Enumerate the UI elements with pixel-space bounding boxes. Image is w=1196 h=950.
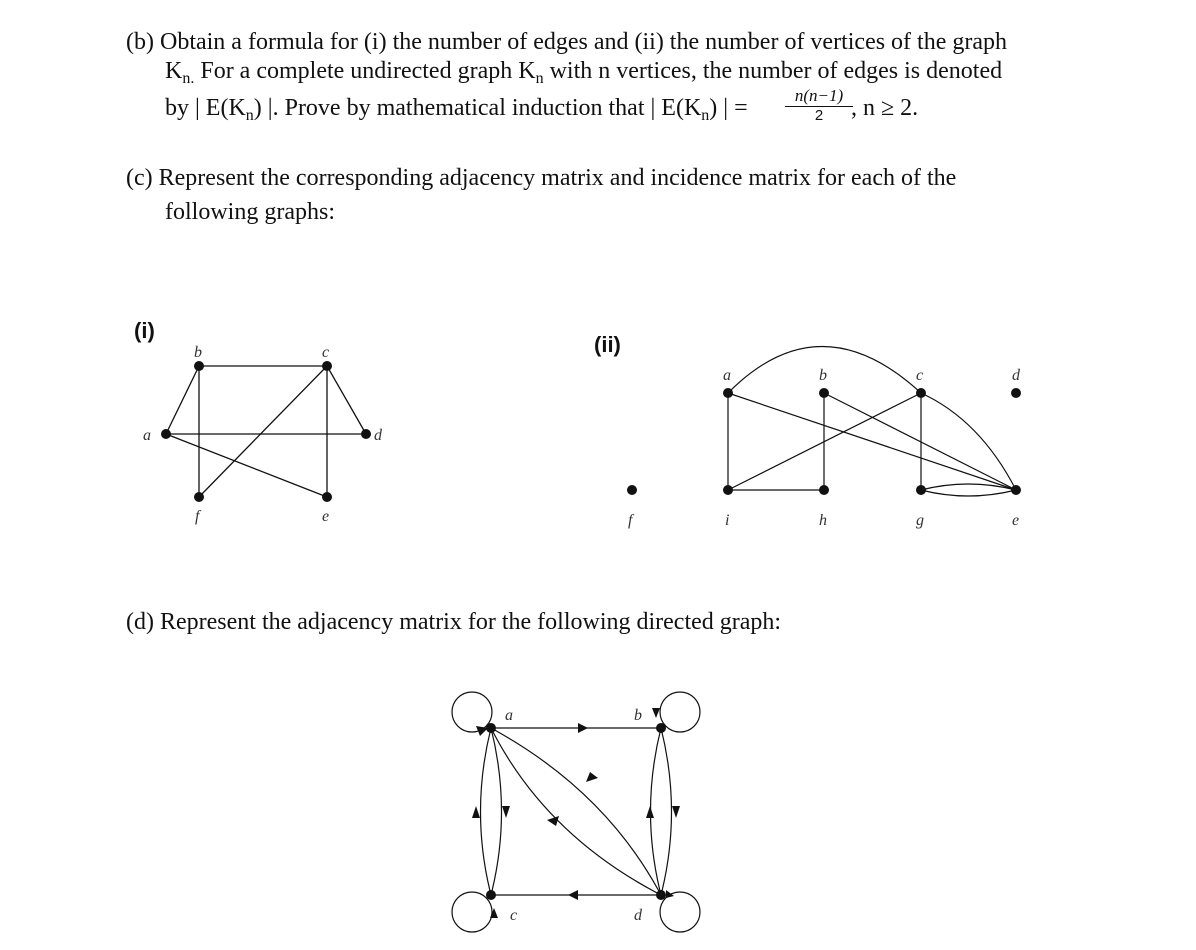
kn-sub2: n xyxy=(535,70,544,87)
arrow-loop-b xyxy=(652,708,660,718)
loop-a xyxy=(452,692,492,732)
label-d-d: d xyxy=(634,907,642,924)
edge-g-e-2 xyxy=(921,490,1016,496)
label-ii-d: d xyxy=(1012,367,1020,384)
vertex-ii-i xyxy=(723,485,733,495)
label-i-d: d xyxy=(374,427,382,444)
kn-sub: n. xyxy=(182,70,195,87)
edge-a-b xyxy=(166,366,199,434)
label-i-a: a xyxy=(143,427,151,444)
label-i-b: b xyxy=(194,344,202,361)
part-b-tail: , n ≥ 2. xyxy=(851,95,919,121)
label-i-e: e xyxy=(322,508,330,525)
vertex-d-c xyxy=(486,890,496,900)
line3-sub: n xyxy=(245,107,254,124)
label-ii-h: h xyxy=(819,512,827,529)
graph-d-arrowheads xyxy=(472,708,680,918)
label-i-c: c xyxy=(322,344,330,361)
arrow-a-d xyxy=(547,816,559,826)
vertex-ii-a xyxy=(723,388,733,398)
label-ii-e: e xyxy=(1012,512,1020,529)
arrow-d-c xyxy=(568,890,578,900)
label-ii-b: b xyxy=(819,367,827,384)
edge-d-a xyxy=(491,728,661,895)
label-ii-c: c xyxy=(916,367,924,384)
fraction-numerator: n(n−1) xyxy=(794,86,844,105)
graph-ii xyxy=(728,347,1016,497)
edge-a-c xyxy=(491,728,502,895)
graph-ii-label: (ii) xyxy=(594,332,621,357)
edge-b-d xyxy=(661,728,672,895)
label-d-b: b xyxy=(634,707,642,724)
label-i-f: f xyxy=(195,508,200,525)
line2-text2: with n vertices, the number of edges is denoted xyxy=(543,58,1003,84)
vertex-i-c xyxy=(322,361,332,371)
vertex-i-f xyxy=(194,492,204,502)
edge-a-e xyxy=(166,434,327,497)
vertex-ii-f xyxy=(627,485,637,495)
vertex-i-e xyxy=(322,492,332,502)
line3-text2: ) |. Prove by mathematical induction that | E(K xyxy=(253,95,702,121)
edge-c-f xyxy=(199,366,327,497)
part-c-line2: following graphs: xyxy=(165,199,335,225)
graph-i-label: (i) xyxy=(134,318,155,343)
part-b-line1: (b) Obtain a formula for (i) the number of edges and (ii) the number of vertices of the graph xyxy=(126,29,1008,55)
edge-c-a xyxy=(481,728,492,895)
label-d-c: c xyxy=(510,907,518,924)
vertex-ii-b xyxy=(819,388,829,398)
graph-i xyxy=(166,366,366,497)
vertex-i-b xyxy=(194,361,204,371)
vertex-i-a xyxy=(161,429,171,439)
line3-text3: ) | = xyxy=(709,95,748,121)
edge-c-d xyxy=(327,366,366,434)
label-ii-g: g xyxy=(916,512,924,529)
label-ii-a: a xyxy=(723,367,731,384)
kn-k: K xyxy=(165,58,183,84)
vertex-d-d xyxy=(656,890,666,900)
vertex-ii-c xyxy=(916,388,926,398)
vertex-d-a xyxy=(486,723,496,733)
arrow-d-b xyxy=(646,806,654,818)
fraction-denominator: 2 xyxy=(814,107,824,124)
line3-text: by | E(K xyxy=(165,95,246,121)
loop-c xyxy=(452,892,492,932)
line3-sub2: n xyxy=(701,107,710,124)
part-c-line1: (c) Represent the corresponding adjacency matrix and incidence matrix for each of the xyxy=(126,165,957,191)
label-ii-f: f xyxy=(628,512,633,529)
edge-d-b xyxy=(651,728,662,895)
vertex-d-b xyxy=(656,723,666,733)
edge-a-e xyxy=(728,393,1016,490)
arrow-loop-d xyxy=(666,890,674,898)
edge-b-e xyxy=(824,393,1016,490)
arrow-loop-c xyxy=(490,908,498,918)
vertex-i-d xyxy=(361,429,371,439)
vertex-ii-d xyxy=(1011,388,1021,398)
vertex-ii-e xyxy=(1011,485,1021,495)
edge-c-e xyxy=(921,393,1016,490)
arrow-b-d xyxy=(672,806,680,818)
label-ii-i: i xyxy=(725,512,730,529)
arrow-a-c xyxy=(502,806,510,818)
vertex-ii-h xyxy=(819,485,829,495)
arrow-d-a xyxy=(586,772,598,782)
arrow-c-a xyxy=(472,806,480,818)
line2-text: For a complete undirected graph K xyxy=(194,58,536,84)
loop-b xyxy=(660,692,700,732)
label-d-a: a xyxy=(505,707,513,724)
edge-a-d xyxy=(491,728,661,895)
arrow-a-b xyxy=(578,723,588,733)
part-d-line1: (d) Represent the adjacency matrix for the following directed graph: xyxy=(126,609,782,635)
vertex-ii-g xyxy=(916,485,926,495)
